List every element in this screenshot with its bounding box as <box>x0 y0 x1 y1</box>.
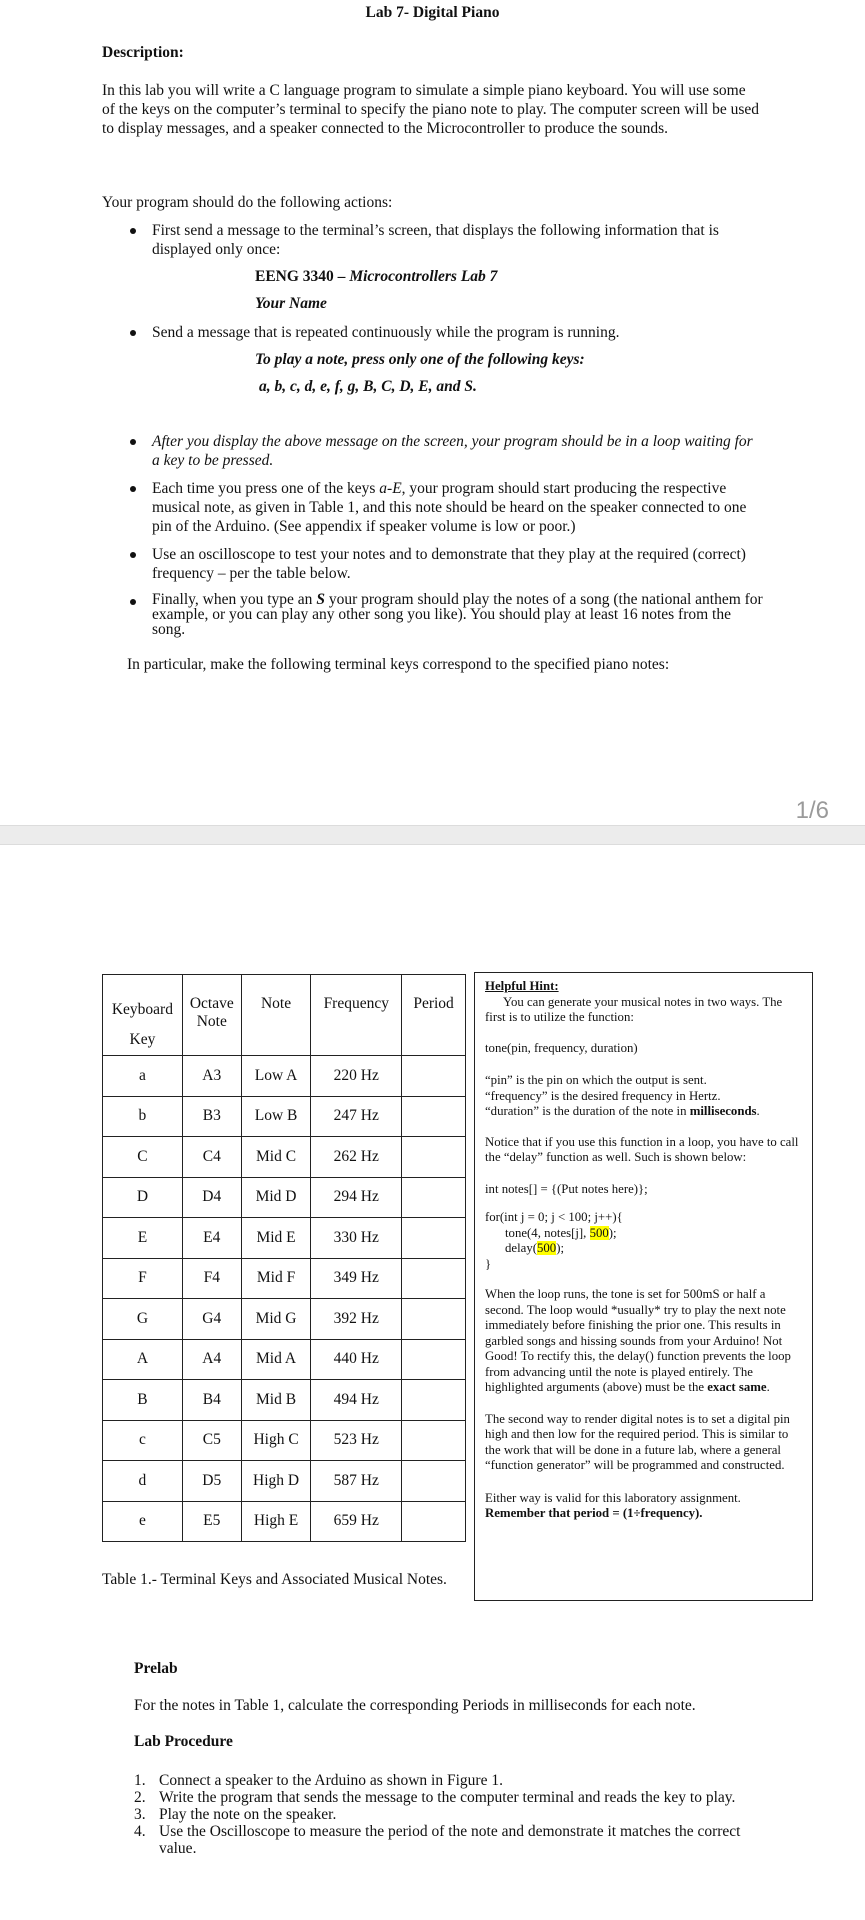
cell-period <box>402 1299 466 1340</box>
table-row <box>103 1501 466 1542</box>
cell-period <box>402 1258 466 1299</box>
cell-frequency: 247 Hz <box>311 1096 402 1137</box>
cell-key: e <box>103 1501 183 1542</box>
cell-note: Mid G <box>241 1299 311 1340</box>
bullet-text: First send a message to the terminal’s screen, that displays the following information that is displayed only once: <box>152 222 719 258</box>
hint-either-way: Either way is valid for this laboratory assignment. <box>485 1490 741 1505</box>
particular-line: In particular, make the following terminal keys correspond to the specified piano notes: <box>127 656 670 673</box>
procedure-heading: Lab Procedure <box>134 1733 233 1750</box>
cell-key: b <box>103 1096 183 1137</box>
allowed-keys: a, b, c, d, e, f, g, B, C, D, E, and S. <box>259 378 477 395</box>
hint-param-pin: “pin” is the pin on which the output is sent. <box>485 1073 707 1087</box>
hint-code-array: int notes[] = {(Put notes here)}; <box>485 1181 648 1196</box>
cell-note: Mid B <box>241 1380 311 1421</box>
cell-key: G <box>103 1299 183 1340</box>
cell-frequency: 220 Hz <box>311 1056 402 1097</box>
bullet-list-a <box>152 221 764 259</box>
bullet-icon <box>130 486 136 492</box>
hint-param-frequency: “frequency” is the desired frequency in Hertz. <box>485 1088 721 1103</box>
hint-remember-period: Remember that period = (1÷frequency). <box>485 1506 703 1520</box>
key-range: a-E <box>379 480 402 497</box>
cell-octave-note: E5 <box>182 1501 241 1542</box>
message-once-line2 <box>255 294 327 313</box>
your-name: Your Name <box>255 295 327 312</box>
bullet-text: Each time you press one of the keys <box>152 480 380 497</box>
cell-frequency: 349 Hz <box>311 1258 402 1299</box>
table-caption: Table 1.- Terminal Keys and Associated Musical Notes. <box>102 1571 447 1588</box>
document-title: Lab 7- Digital Piano <box>365 4 500 21</box>
table-row <box>103 1056 466 1097</box>
step-number: 1. <box>134 1772 146 1789</box>
cell-frequency: 262 Hz <box>311 1137 402 1178</box>
page-divider <box>0 825 865 845</box>
cell-frequency: 523 Hz <box>311 1420 402 1461</box>
procedure-list-wrap <box>134 1772 769 1857</box>
message-repeat-line2 <box>259 377 477 396</box>
bullet-text: Use an oscilloscope to test your notes and to demonstrate that they play at the required (correct) frequency – per the table below. <box>152 546 746 582</box>
table-row <box>103 1177 466 1218</box>
cell-period <box>402 1461 466 1502</box>
header-frequency: Frequency <box>311 975 402 1056</box>
bullet-list-b <box>152 323 764 342</box>
highlight-duration: 500 <box>589 1225 609 1240</box>
step-text: Connect a speaker to the Arduino as shown in Figure 1. <box>159 1772 503 1789</box>
description-heading: Description: <box>102 44 184 61</box>
cell-key: F <box>103 1258 183 1299</box>
table-header-row <box>103 975 466 1056</box>
bullet-loop-waiting <box>152 432 764 470</box>
course-code: EENG 3340 – <box>255 268 350 285</box>
cell-key: A <box>103 1339 183 1380</box>
cell-key: C <box>103 1137 183 1178</box>
cell-octave-note: C5 <box>182 1420 241 1461</box>
table-row <box>103 1380 466 1421</box>
cell-period <box>402 1420 466 1461</box>
cell-frequency: 659 Hz <box>311 1501 402 1542</box>
procedure-list <box>134 1772 769 1857</box>
cell-octave-note: D5 <box>182 1461 241 1502</box>
cell-period <box>402 1501 466 1542</box>
bullet-list-c <box>152 432 764 637</box>
header-keyboard-key: Keyboard Key <box>103 975 183 1056</box>
bullet-song <box>152 592 764 637</box>
hint-notice: Notice that if you use this function in a loop, you have to call the “delay” function as well. Such is shown below: <box>485 1134 799 1164</box>
cell-key: D <box>103 1177 183 1218</box>
cell-period <box>402 1177 466 1218</box>
bullet-text: Finally, when you type an <box>152 591 317 608</box>
hint-code-delay: delay(500); <box>505 1241 565 1255</box>
cell-octave-note: E4 <box>182 1218 241 1259</box>
hint-param-duration: “duration” is the duration of the note in milliseconds. <box>485 1104 760 1118</box>
hint-code-for: for(int j = 0; j < 100; j++){ <box>485 1210 623 1224</box>
cell-note: Mid C <box>241 1137 311 1178</box>
hint-explanation: When the loop runs, the tone is set for 500mS or half a second. The loop would *usually* try to play the next note immediately before finishing the prior one. This results in garbled songs and hissing sounds from your Arduino! Not Good! To rectify this, the delay() function prevents the loop from advancing until the note is played entirely. The highlighted arguments (above) must be the exact same. <box>485 1287 791 1394</box>
bullet-repeat-message <box>152 323 764 342</box>
cell-period <box>402 1056 466 1097</box>
message-once-line1 <box>255 267 497 286</box>
hint-signature: tone(pin, frequency, duration) <box>485 1040 638 1055</box>
bullet-text: After you display the above message on the screen, your program should be in a loop waiting for a key to be pressed. <box>152 433 753 469</box>
cell-octave-note: G4 <box>182 1299 241 1340</box>
cell-period <box>402 1137 466 1178</box>
bullet-text-cont: , your program should start producing the respective musical note, as given in Table 1, and this note should be heard on the speaker connected to one pin of the Arduino. (See appendix if speaker volume is low or poor.) <box>152 480 747 535</box>
step-number: 3. <box>134 1806 146 1823</box>
procedure-step <box>134 1789 769 1806</box>
intro-paragraph: In this lab you will write a C language program to simulate a simple piano keyboard. You will use some of the keys on the computer’s terminal to specify the piano note to play. The computer screen will be used to display messages, and a speaker connected to the Microcontroller to produce the sounds. <box>102 82 759 137</box>
cell-note: High D <box>241 1461 311 1502</box>
bullet-icon <box>130 439 136 445</box>
step-text: Write the program that sends the message to the computer terminal and reads the key to play. <box>159 1789 736 1806</box>
notes-table-wrap <box>102 974 466 1542</box>
table-row <box>103 1299 466 1340</box>
cell-key: E <box>103 1218 183 1259</box>
hint-heading: Helpful Hint: <box>485 979 559 993</box>
hint-code-tone: tone(4, notes[j], 500); <box>505 1225 617 1240</box>
highlight-delay: 500 <box>536 1241 557 1255</box>
cell-period <box>402 1339 466 1380</box>
bullet-icon <box>130 228 136 234</box>
cell-octave-note: B4 <box>182 1380 241 1421</box>
prelab-text: For the notes in Table 1, calculate the corresponding Periods in milliseconds for each note. <box>134 1697 696 1714</box>
hint-second-way: The second way to render digital notes is to set a digital pin high and then low for the required period. This is similar to the work that will be done in a future lab, where a general “function generator” will be programmed and constructed. <box>485 1411 790 1472</box>
cell-frequency: 440 Hz <box>311 1339 402 1380</box>
bullet-icon <box>130 330 136 336</box>
table-row <box>103 1137 466 1178</box>
step-number: 4. <box>134 1823 146 1840</box>
procedure-step <box>134 1823 769 1857</box>
header-period: Period <box>402 975 466 1056</box>
header-octave-note: Octave Note <box>182 975 241 1056</box>
cell-frequency: 330 Hz <box>311 1218 402 1259</box>
cell-note: Mid E <box>241 1218 311 1259</box>
message-repeat-line1 <box>255 350 585 369</box>
cell-frequency: 494 Hz <box>311 1380 402 1421</box>
cell-octave-note: C4 <box>182 1137 241 1178</box>
bullet-key-press <box>152 479 764 536</box>
cell-period <box>402 1218 466 1259</box>
song-key: S <box>316 591 325 608</box>
play-instruction: To play a note, press only one of the following keys: <box>255 351 585 368</box>
helpful-hint-box <box>474 972 813 1601</box>
cell-octave-note: A4 <box>182 1339 241 1380</box>
step-number: 2. <box>134 1789 146 1806</box>
notes-table <box>102 974 466 1542</box>
cell-period <box>402 1380 466 1421</box>
table-row <box>103 1420 466 1461</box>
header-note: Note <box>241 975 311 1056</box>
table-row <box>103 1339 466 1380</box>
cell-period <box>402 1096 466 1137</box>
cell-octave-note: A3 <box>182 1056 241 1097</box>
cell-note: Mid D <box>241 1177 311 1218</box>
cell-key: c <box>103 1420 183 1461</box>
table-row <box>103 1218 466 1259</box>
cell-octave-note: D4 <box>182 1177 241 1218</box>
cell-key: B <box>103 1380 183 1421</box>
procedure-step <box>134 1772 769 1789</box>
bullet-icon <box>130 599 136 605</box>
step-text: Use the Oscilloscope to measure the period of the note and demonstrate it matches the correct value. <box>159 1823 741 1857</box>
cell-note: High C <box>241 1420 311 1461</box>
cell-key: d <box>103 1461 183 1502</box>
cell-note: Mid A <box>241 1339 311 1380</box>
cell-note: Low B <box>241 1096 311 1137</box>
cell-frequency: 294 Hz <box>311 1177 402 1218</box>
bullet-text: Send a message that is repeated continuously while the program is running. <box>152 324 620 341</box>
table-row <box>103 1096 466 1137</box>
procedure-step <box>134 1806 769 1823</box>
table-row <box>103 1461 466 1502</box>
cell-key: a <box>103 1056 183 1097</box>
table-row <box>103 1258 466 1299</box>
cell-frequency: 392 Hz <box>311 1299 402 1340</box>
lab-name: Microcontrollers Lab 7 <box>349 268 498 285</box>
bullet-first-message <box>152 221 764 259</box>
cell-octave-note: F4 <box>182 1258 241 1299</box>
page-number: 1/6 <box>795 797 829 824</box>
hint-intro: You can generate your musical notes in two ways. The first is to utilize the function: <box>485 994 783 1024</box>
hint-code-close: } <box>485 1256 492 1271</box>
table-body <box>103 1056 466 1542</box>
step-text: Play the note on the speaker. <box>159 1806 337 1823</box>
bullet-oscilloscope <box>152 545 764 583</box>
cell-note: Mid F <box>241 1258 311 1299</box>
prelab-heading: Prelab <box>134 1660 178 1677</box>
bullet-icon <box>130 552 136 558</box>
cell-octave-note: B3 <box>182 1096 241 1137</box>
cell-note: Low A <box>241 1056 311 1097</box>
cell-note: High E <box>241 1501 311 1542</box>
cell-frequency: 587 Hz <box>311 1461 402 1502</box>
bullet-text-cont: your program should play the notes of a song (the national anthem for example, or you can play any other song you like). You should play at least 16 notes from the song. <box>152 591 763 638</box>
actions-lead: Your program should do the following actions: <box>102 194 393 211</box>
